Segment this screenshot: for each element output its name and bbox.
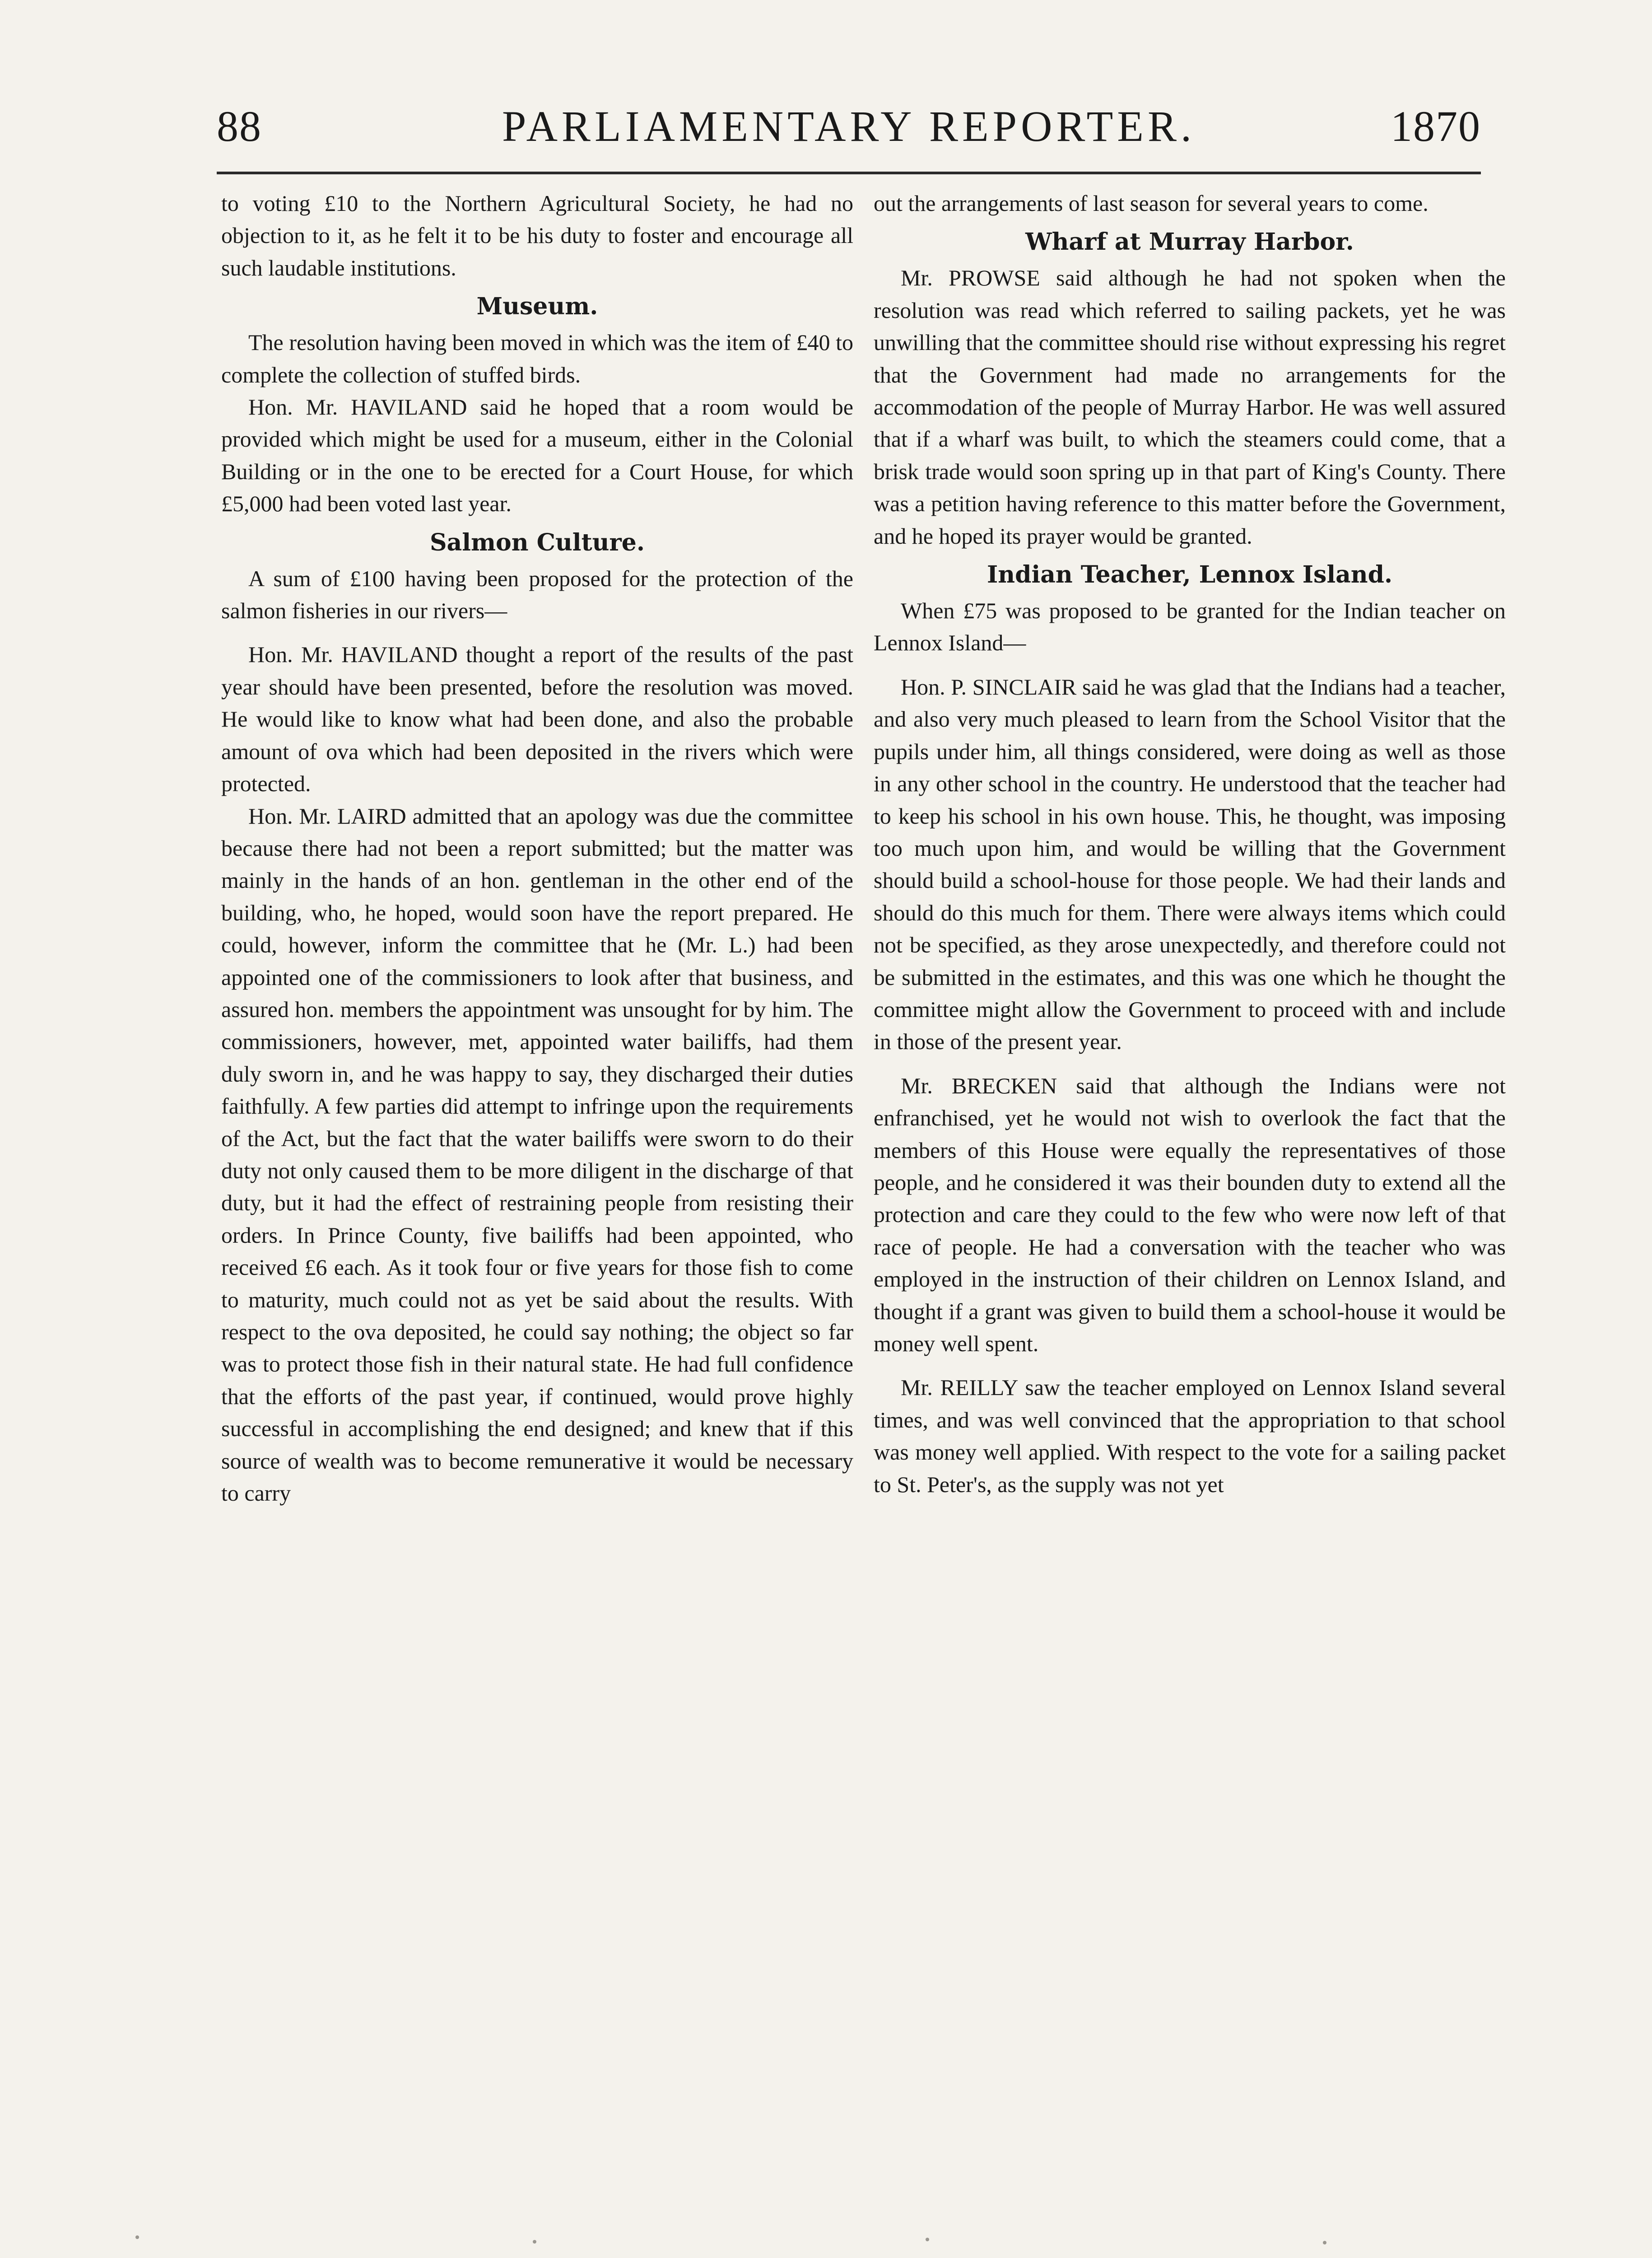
section-heading-museum: Museum. [476, 293, 598, 321]
paragraph: Hon. Mr. HAVILAND thought a report of the results of the past year should have been presented, before the resolution was moved. He would like to know what had been done, and also the probable amount of ova which had been deposited in the rivers which were protected. [221, 642, 853, 797]
page-number: 88 [217, 102, 262, 150]
section-heading-wharf: Wharf at Murray Harbor. [1025, 228, 1354, 256]
paragraph: Hon. Mr. LAIRD admitted that an apology was due the committee because there had not been a report submitted; but the matter was mainly in the hands of an hon. gentleman in the other end of the building, who, he hoped, would soon have the report prepared. He could, however, inform the committee that he (Mr. L.) had been appointed one of the commissioners to look after that business, and assured hon. members the appointment was unsought for by him. The commissioners, however, met, appointed water bailiffs, had them duly sworn in, and he was happy to say, they discharged their duties faithfully. A few parties did attempt to infringe upon the requirements of the Act, but the fact that the water bailiffs were sworn to do their duty not only caused them to be more diligent in the discharge of that duty, but it had the effect of restraining people from resisting their orders. In Prince County, five bailiffs had been appointed, who received £6 each. As it took four or five years for those fish to come to maturity, much could not as yet be said about the results. With respect to the ova deposited, he could say nothing; the object so far was to protect those fish in their natural state. He had full confidence that the efforts of the past year, if continued, would prove highly successful in accomplishing the end designed; and knew that if this source of wealth was to become remunerative it would be necessary to carry [221, 803, 853, 1506]
header-rule [217, 172, 1481, 174]
paragraph: Hon. P. SINCLAIR said he was glad that the Indians had a teacher, and also very much pleased to learn from the School Visitor that the pupils under him, all things considered, were doing as well as those in any other school in the country. He understood that the teacher had to keep his school in his own house. This, he thought, was imposing too much upon him, and would be willing that the Government should build a school-house for those people. We had their lands and should do this much for them. There were always items which could not be specified, as they arose unexpectedly, and therefore could not be submitted in the estimates, and this was one which he thought the committee might allow the Government to proceed with and include in those of the present year. [874, 674, 1506, 1054]
scan-speck [926, 2238, 929, 2241]
section-heading-indian-teacher: Indian Teacher, Lennox Island. [987, 561, 1393, 589]
paragraph: A sum of £100 having been proposed for the protection of the salmon fisheries in our rivers— [221, 565, 853, 624]
scan-speck [1323, 2241, 1326, 2244]
paragraph: to voting £10 to the Northern Agricultural Society, he had no objection to it, as he felt it to be his duty to foster and encourage all such laudable institutions. [221, 191, 853, 280]
paragraph: When £75 was proposed to be granted for the Indian teacher on Lennox Island— [874, 598, 1506, 656]
right-column [874, 187, 1506, 1501]
left-column [221, 187, 853, 1509]
scan-speck [533, 2240, 536, 2244]
paragraph: out the arrangements of last season for several years to come. [874, 191, 1429, 216]
publication-year: 1870 [1391, 102, 1481, 150]
paragraph: Hon. Mr. HAVILAND said he hoped that a room would be provided which might be used for a museum, either in the Colonial Building or in the one to be erected for a Court House, for which £5,000 had been voted last year. [221, 394, 853, 517]
paragraph: Mr. PROWSE said although he had not spoken when the resolution was read which referred to sailing packets, yet he was unwilling that the committee should rise without expressing his regret that the Government had made no arrangements for the accommodation of the people of Murray Harbor. He was well assured that if a wharf was built, to which the steamers could come, that a brisk trade would soon spring up in that part of King's County. There was a petition having reference to this matter before the Government, and he hoped its prayer would be granted. [874, 265, 1506, 549]
paragraph: Mr. BRECKEN said that although the Indians were not enfranchised, yet he would not wish to overlook the fact that the members of this House were equally the representatives of those people, and he considered it was their bounden duty to extend all the protection and care they could to the few who were now left of that race of people. He had a conversation with the teacher who was employed in the instruction of their children on Lennox Island, and thought if a grant was given to build them a school-house it would be money well spent. [874, 1073, 1506, 1356]
publication-title: PARLIAMENTARY REPORTER. [502, 102, 1196, 150]
scan-speck [135, 2235, 139, 2239]
running-header [217, 93, 1481, 169]
section-heading-salmon-culture: Salmon Culture. [430, 528, 645, 556]
paragraph: The resolution having been moved in which was the item of £40 to complete the collection of stuffed birds. [221, 330, 853, 387]
paragraph: Mr. REILLY saw the teacher employed on Lennox Island several times, and was well convinced that the appropriation to that school was money well applied. With respect to the vote for a sailing packet to St. Peter's, as the supply was not yet [874, 1375, 1506, 1497]
